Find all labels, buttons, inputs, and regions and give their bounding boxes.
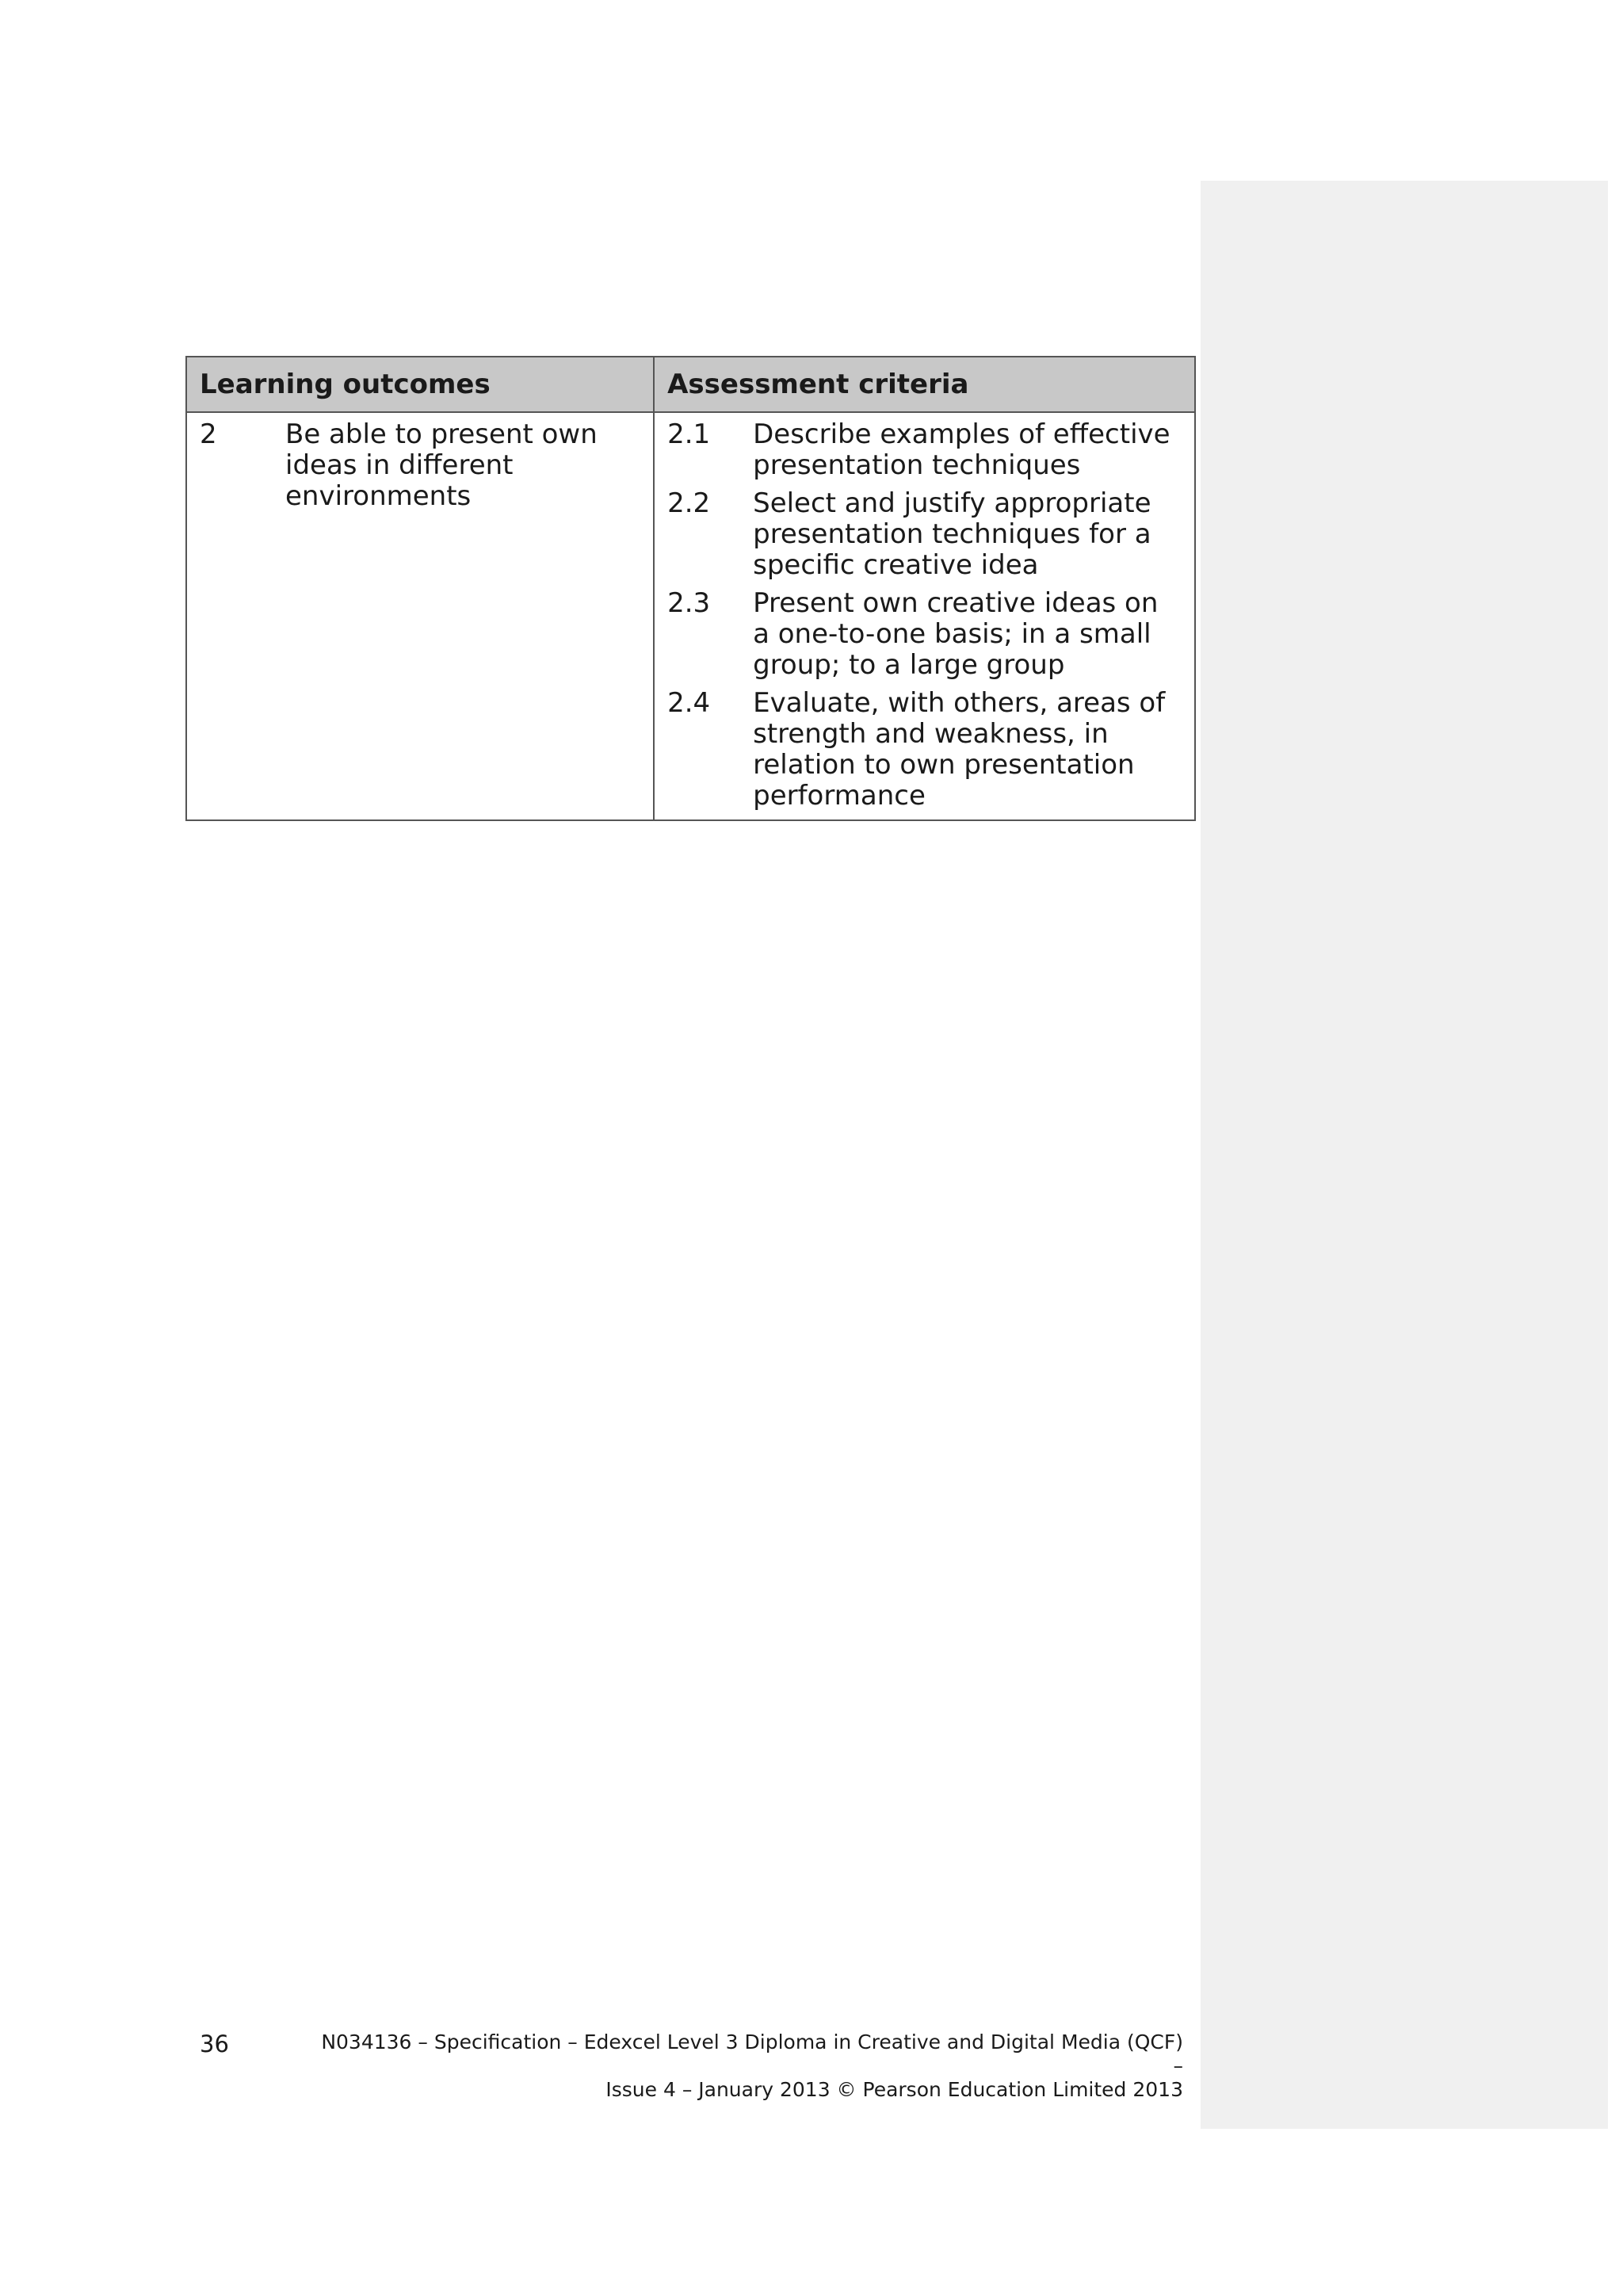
header-learning-outcomes: Learning outcomes xyxy=(186,357,654,412)
outcome-text: Be able to present own ideas in different environments xyxy=(285,418,598,512)
header-assessment-criteria: Assessment criteria xyxy=(654,357,1195,412)
learning-outcome-cell xyxy=(186,412,654,820)
side-margin-panel xyxy=(1201,181,1608,2129)
page-number: 36 xyxy=(200,2030,229,2057)
table-row xyxy=(186,412,1195,820)
criterion-number: 2.1 xyxy=(667,418,711,450)
footer-citation xyxy=(317,2030,1183,2102)
assessment-criteria-cell xyxy=(654,412,1195,820)
footer-line-2: Issue 4 – January 2013 © Pearson Education Limited 2013 xyxy=(605,2078,1183,2101)
criterion-text: Describe examples of effective presentation techniques xyxy=(753,418,1170,481)
table-header-row xyxy=(186,357,1195,412)
criterion-text: Select and justify appropriate presentation techniques for a specific creative idea xyxy=(753,487,1151,581)
criterion-number: 2.4 xyxy=(667,687,711,719)
criterion-item xyxy=(667,419,1182,481)
criterion-text: Evaluate, with others, areas of strength and weakness, in relation to own presentation performance xyxy=(753,687,1166,812)
outcome-number: 2 xyxy=(200,418,217,450)
criterion-text: Present own creative ideas on a one-to-one basis; in a small group; to a large group xyxy=(753,587,1159,681)
learning-outcome xyxy=(200,419,640,512)
criterion-number: 2.2 xyxy=(667,487,711,519)
criterion-item xyxy=(667,688,1182,812)
criterion-item xyxy=(667,588,1182,681)
learning-outcomes-table xyxy=(185,356,1196,821)
footer-line-1: N034136 – Specification – Edexcel Level 3 Diploma in Creative and Digital Media (QCF) – xyxy=(321,2030,1183,2077)
criterion-number: 2.3 xyxy=(667,587,711,619)
criterion-item xyxy=(667,488,1182,581)
